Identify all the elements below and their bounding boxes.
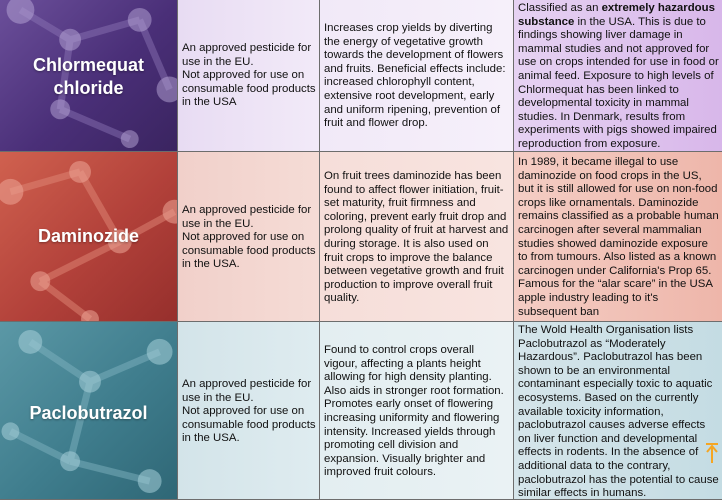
row-chlormequat-effects-cell — [320, 0, 514, 152]
hazard-text — [518, 2, 719, 152]
approval-status-text: An approved pesticide for use in the EU. Not approved for use on consumable food products in the USA. — [182, 204, 316, 271]
pesticide-name: Daminozide — [37, 226, 139, 246]
approval-status-text: An approved pesticide for use in the EU. Not approved for use on consumable food products in the USA — [182, 42, 316, 109]
row-daminozide-effects-cell — [320, 152, 514, 322]
row-paclobutrazol-effects-cell — [320, 322, 514, 500]
effects-text: On fruit trees daminozide has been found to affect flower initiation, fruit-set maturity, fruit firmness and coloring, prevent early fruit drop and prolong quality of fruit at harvest and during storage. It is also used on fruit crops to improve the balance between vegetative growth and fruit production to improve overall fruit quality. — [324, 170, 509, 305]
row-paclobutrazol-hazard-cell — [514, 322, 722, 500]
hazard-rest: in the USA. This is due to findings showing liver damage in mammal studies and not approved for use on crops intended for use in food or animal feed. Exposure to high levels of Chlormequat has been linked to developmental toxicity in mammal studies. In Denmark, results from experiments with pigs showed impaired reproduction from exposure. — [518, 15, 719, 150]
approval-status-text: An approved pesticide for use in the EU. Not approved for use on consumable food products in the USA. — [182, 378, 316, 445]
hazard-bold-term: extremely hazardous substance — [518, 2, 715, 28]
pesticide-name: Paclobutrazol — [29, 403, 148, 423]
row-daminozide-hazard-cell — [514, 152, 722, 322]
hazard-text: The Wold Health Organisation lists Paclobutrazol as “Moderately Hazardous”. Paclobutrazol has been shown to be an environmental contaminant especially toxic to aquatic ecosystems. Based on the currently available toxicity information, paclobutrazol causes adverse effects on liver function and developmental effects in rodents. In the absence of additional data to the contrary, paclobutrazol has the potential to cause similar effects in humans. — [518, 324, 719, 500]
hazard-intro: Classified as an — [518, 2, 602, 14]
row-chlormequat-hazard-cell — [514, 0, 722, 152]
row-chlormequat-name-cell — [0, 0, 178, 152]
pesticide-name: Chlormequat chloride — [32, 55, 144, 98]
hazard-text: In 1989, it became illegal to use daminozide on food crops in the US, but it is still allowed for use on non-food crops like ornamentals. Daminozide remains classified as a probable human carcinogen after several mammalian studies showed daminozide exposure to from tumours. Also listed as a known carcinogen under California's Prop 65. Famous for the “alar scare” in the USA apple industry leading to it's subsequent ban — [518, 156, 719, 318]
row-daminozide-name-cell — [0, 152, 178, 322]
row-paclobutrazol-name-cell — [0, 322, 178, 500]
row-paclobutrazol-status-cell — [178, 322, 320, 500]
scroll-to-top-arrow-icon[interactable] — [705, 442, 719, 464]
effects-text: Increases crop yields by diverting the energy of vegetative growth towards the development of flowers and fruits. Beneficial effects include: increased chlorophyll content, extensive root development, early and uniform ripening, prevention of fruit and flower drop. — [324, 22, 506, 130]
row-chlormequat-status-cell — [178, 0, 320, 152]
row-daminozide-status-cell — [178, 152, 320, 322]
effects-text: Found to control crops overall vigour, affecting a plants height allowing for high density planting. Also aids in stronger root formation. Promotes early onset of flowering increasing uniformity and flowering intensity. Increased yields through promoting cell division and expansion. Visually brighter and improved fruit colours. — [324, 344, 504, 479]
